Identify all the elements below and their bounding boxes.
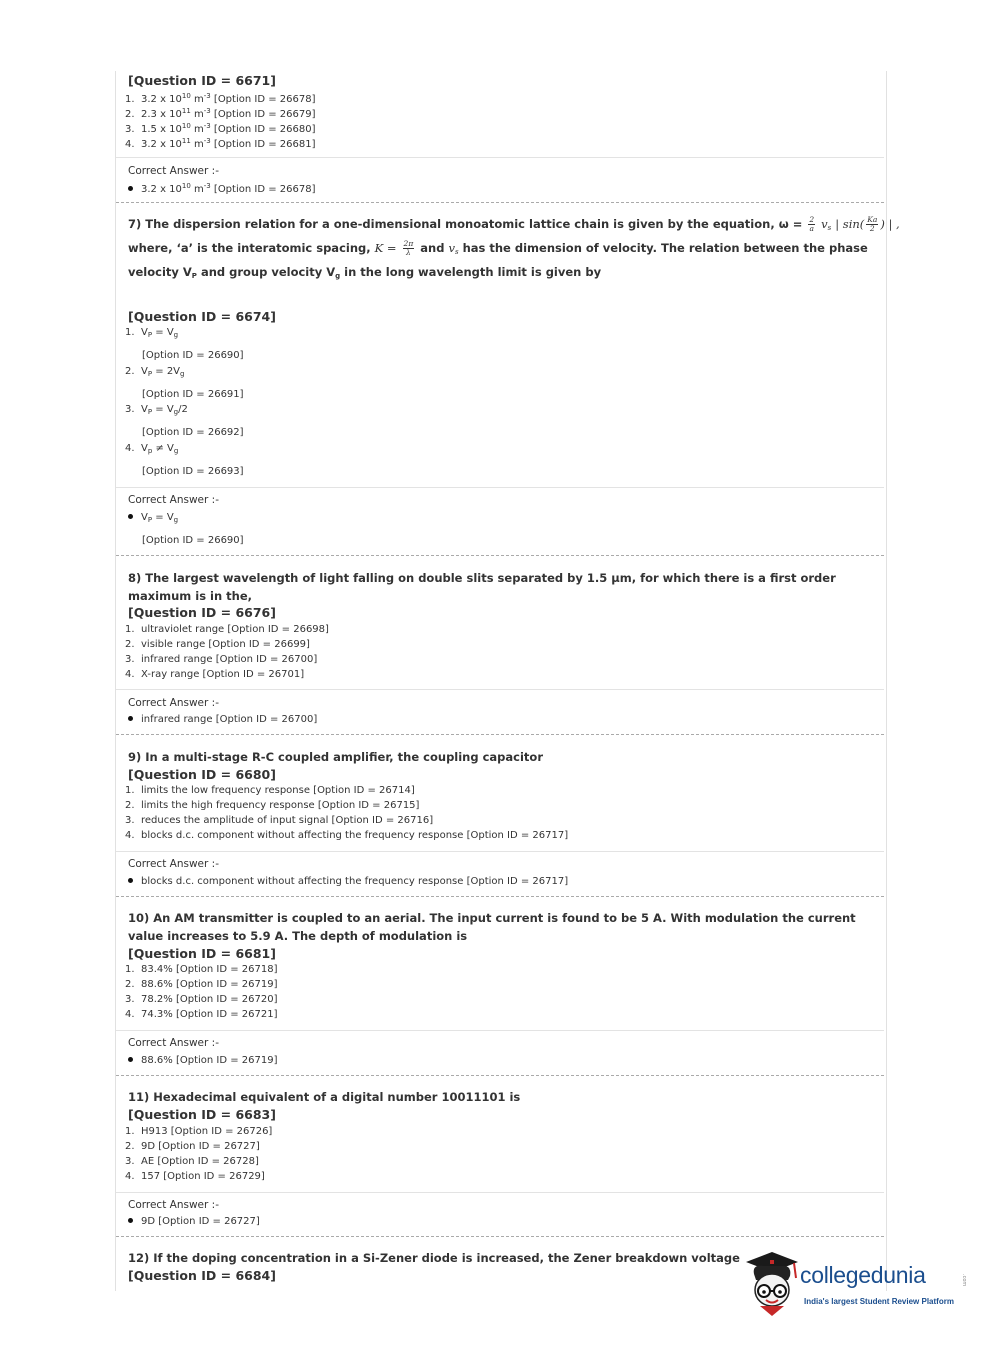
bullet-icon xyxy=(128,716,133,721)
question-id: [Question ID = 6681] xyxy=(128,946,276,961)
option-item: 3. infrared range [Option ID = 26700] xyxy=(125,654,318,665)
question-separator xyxy=(116,896,884,897)
option-item: 4. $V_p \ne V_g$ xyxy=(125,443,179,455)
option-item: 2. 2.3 x $10^{11}$ $m^{-3}$ [Option ID = 26679] xyxy=(125,107,316,120)
question-id: [Question ID = 6671] xyxy=(128,73,276,88)
question-separator xyxy=(116,1075,884,1076)
question-text: 8) The largest wavelength of light falling on double slits separated by 1.5 μm, for which there is a first order maximum is in the, xyxy=(128,571,836,603)
option-item: 3. reduces the amplitude of input signal [Option ID = 26716] xyxy=(125,815,434,826)
correct-answer-value: infrared range [Option ID = 26700] xyxy=(128,714,317,725)
option-item: 1. $V_P = V_g$ xyxy=(125,327,179,339)
correct-answer-label: Correct Answer :- xyxy=(128,697,219,709)
option-item: 3. AE [Option ID = 26728] xyxy=(125,1156,259,1167)
question-id: [Question ID = 6680] xyxy=(128,767,276,782)
option-item: 4. blocks d.c. component without affecting the frequency response [Option ID = 26717] xyxy=(125,830,569,841)
option-item: 4. X-ray range [Option ID = 26701] xyxy=(125,669,305,680)
bullet-icon xyxy=(128,1057,133,1062)
question-text: velocity $V_P$ and group velocity $V_g$ in the long wavelength limit is given by xyxy=(128,265,602,280)
option-item: 2. limits the high frequency response [Option ID = 26715] xyxy=(125,800,420,811)
correct-answer-label: Correct Answer :- xyxy=(128,165,219,177)
logo-suffix: .com xyxy=(961,1274,967,1287)
logo-tagline: India's largest Student Review Platform xyxy=(804,1297,954,1306)
correct-answer-value: 88.6% [Option ID = 26719] xyxy=(128,1055,278,1066)
question-id: [Question ID = 6674] xyxy=(128,309,276,324)
question-separator xyxy=(116,1236,884,1237)
correct-answer-label: Correct Answer :- xyxy=(128,494,219,506)
question-id: [Question ID = 6684] xyxy=(128,1268,276,1283)
option-item: 2. $V_P = 2V_g$ xyxy=(125,366,185,378)
divider xyxy=(116,157,884,158)
correct-answer-label: Correct Answer :- xyxy=(128,1037,219,1049)
option-item: 4. 3.2 x $10^{11}$ $m^{-3}$ [Option ID = 26681] xyxy=(125,137,316,150)
graduate-mascot-icon xyxy=(742,1250,802,1320)
correct-answer-value: 9D [Option ID = 26727] xyxy=(128,1216,260,1227)
question-text: 7) The dispersion relation for a one-dimensional monoatomic lattice chain is given by the equation, ω = $\frac{2}{a}$ $v_s$ | sin( $\frac{Ka}{2}$ ) | , xyxy=(128,215,900,233)
question-text: where, ‘a’ is the interatomic spacing, K = $\frac{2\pi}{\lambda}$ and $v_s$ has the dimension of velocity. The relation between the phase xyxy=(128,239,868,257)
option-item: 4. 157 [Option ID = 26729] xyxy=(125,1171,265,1182)
divider xyxy=(116,1030,884,1031)
option-id: [Option ID = 26690] xyxy=(142,535,244,546)
divider xyxy=(116,487,884,488)
collegedunia-logo xyxy=(742,1250,972,1320)
option-item: 1. 83.4% [Option ID = 26718] xyxy=(125,964,278,975)
correct-answer-value: 3.2 x $10^{10}$ $m^{-3}$ [Option ID = 26678] xyxy=(128,182,315,195)
bullet-icon xyxy=(128,1218,133,1223)
bullet-icon xyxy=(128,186,133,191)
option-item: 3. $V_P = V_g/2$ xyxy=(125,404,188,416)
correct-answer-value: blocks d.c. component without affecting the frequency response [Option ID = 26717] xyxy=(128,876,568,887)
divider xyxy=(116,851,884,852)
option-id: [Option ID = 26691] xyxy=(142,389,244,400)
option-item: 3. 1.5 x $10^{10}$ $m^{-3}$ [Option ID = 26680] xyxy=(125,122,316,135)
option-item: 2. 9D [Option ID = 26727] xyxy=(125,1141,260,1152)
bullet-icon xyxy=(128,514,133,519)
option-item: 1. 3.2 x $10^{10}$ $m^{-3}$ [Option ID = 26678] xyxy=(125,92,316,105)
question-id: [Question ID = 6683] xyxy=(128,1107,276,1122)
question-text: 12) If the doping concentration in a Si-Zener diode is increased, the Zener breakdown voltage xyxy=(128,1251,740,1265)
correct-answer-value: $V_P = V_g$ xyxy=(128,512,178,524)
option-id: [Option ID = 26692] xyxy=(142,427,244,438)
divider xyxy=(116,689,884,690)
option-item: 4. 74.3% [Option ID = 26721] xyxy=(125,1009,278,1020)
option-item: 1. H913 [Option ID = 26726] xyxy=(125,1126,273,1137)
question-separator xyxy=(116,555,884,556)
option-id: [Option ID = 26690] xyxy=(142,350,244,361)
correct-answer-label: Correct Answer :- xyxy=(128,1199,219,1211)
question-separator xyxy=(116,202,884,203)
fraction: $\frac{2\pi}{\lambda}$ xyxy=(403,239,414,257)
option-item: 2. visible range [Option ID = 26699] xyxy=(125,639,310,650)
question-text: 9) In a multi-stage R-C coupled amplifier, the coupling capacitor xyxy=(128,750,544,764)
correct-answer-label: Correct Answer :- xyxy=(128,858,219,870)
question-text: 11) Hexadecimal equivalent of a digital number 10011101 is xyxy=(128,1090,521,1104)
option-item: 1. ultraviolet range [Option ID = 26698] xyxy=(125,624,329,635)
option-item: 2. 88.6% [Option ID = 26719] xyxy=(125,979,278,990)
question-text: 10) An AM transmitter is coupled to an aerial. The input current is found to be 5 A. With modulation the current value increases to 5.9 A. The depth of modulation is xyxy=(128,911,856,943)
divider xyxy=(116,1192,884,1193)
option-item: 3. 78.2% [Option ID = 26720] xyxy=(125,994,278,1005)
option-id: [Option ID = 26693] xyxy=(142,466,244,477)
fraction: $\frac{2}{a}$ xyxy=(809,215,815,233)
question-id: [Question ID = 6676] xyxy=(128,605,276,620)
bullet-icon xyxy=(128,878,133,883)
fraction: $\frac{Ka}{2}$ xyxy=(867,215,878,233)
logo-wordmark: collegedunia xyxy=(800,1262,926,1288)
option-item: 1. limits the low frequency response [Option ID = 26714] xyxy=(125,785,415,796)
question-separator xyxy=(116,734,884,735)
